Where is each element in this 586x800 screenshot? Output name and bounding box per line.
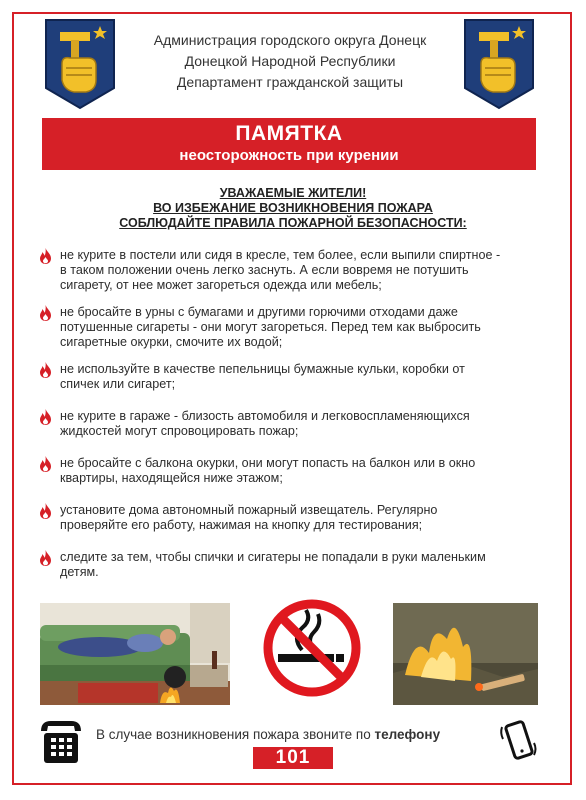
rule-line: не бросайте в урны с бумагами и другими горючими отходами даже [60,305,458,319]
appeal-line: СОБЛЮДАЙТЕ ПРАВИЛА ПОЖАРНОЙ БЕЗОПАСНОСТИ: [119,216,467,230]
rule-line: следите за тем, чтобы спички и сигатеры не попадали в руки маленьким [60,550,486,564]
rule-line: квартиры, находящейся ниже этажом; [60,471,283,485]
rule-item [36,456,556,486]
rule-line: не бросайте с балкона окурки, они могут попасть на балкон или в окно [60,456,476,470]
header-line: Донецкой Народной Республики [184,53,396,69]
rule-line: не курите в гараже - близость автомобиля и легковоспламеняющихся [60,409,470,423]
emblem-left-icon [44,18,116,110]
flame-bullet-icon [39,248,52,264]
landline-phone-icon [38,717,84,767]
flame-bullet-icon [39,550,52,566]
rule-item [36,503,556,533]
mobile-phone-icon [498,717,540,765]
flame-bullet-icon [39,456,52,472]
rule-line: не используйте в качестве пепельницы бумажные кульки, коробки от [60,362,465,376]
rule-item [36,305,556,350]
rule-item [36,409,556,439]
rule-line: сигарету, от нее может загореться одежда или мебель; [60,278,382,292]
emblem-right-icon [463,18,535,110]
title-banner [42,118,536,170]
rule-line: проверяйте его работу, нажимая на кнопку для тестирования; [60,518,423,532]
rules-list [36,248,556,580]
appeal-heading [100,186,486,231]
flame-bullet-icon [39,409,52,425]
appeal-line: УВАЖАЕМЫЕ ЖИТЕЛИ! [219,186,367,200]
rule-item [36,362,556,392]
call-emphasis: телефону [374,727,441,742]
flame-bullet-icon [39,503,52,519]
rule-item [36,248,556,293]
flame-bullet-icon [39,362,52,378]
call-instruction [96,727,496,742]
appeal-line: ВО ИЗБЕЖАНИЕ ВОЗНИКНОВЕНИЯ ПОЖАРА [153,201,433,215]
rule-line: спичек или сигарет; [60,377,176,391]
no-smoking-icon [262,598,362,698]
rule-line: потушенные сигареты - они могут загореться. Перед тем как выбросить [60,320,481,334]
call-prefix: В случае возникновения пожара звоните по [96,727,371,742]
rule-line: не курите в постели или сидя в кресле, тем более, если выпили спиртное - [60,248,501,262]
burning-cigarette-photo [393,603,538,705]
rule-line: детям. [60,565,99,579]
rule-line: в таком положении очень легко заснуть. А если вовремя не потушить [60,263,469,277]
rule-line: жидкостей могут спровоцировать пожар; [60,424,299,438]
flame-bullet-icon [39,305,52,321]
rule-line: сигаретные окурки, смочите их водой; [60,335,283,349]
header-line: Администрация городского округа Донецк [153,32,427,48]
banner-subtitle: неосторожность при курении [179,147,399,164]
rule-item [36,550,556,580]
banner-title: ПАМЯТКА [235,122,343,145]
header-line: Департамент гражданской защиты [176,74,404,90]
emergency-number: 101 [253,747,333,769]
rule-line: установите дома автономный пожарный извещатель. Регулярно [60,503,438,517]
sleeper-illustration [40,603,230,705]
header-text [120,30,460,93]
